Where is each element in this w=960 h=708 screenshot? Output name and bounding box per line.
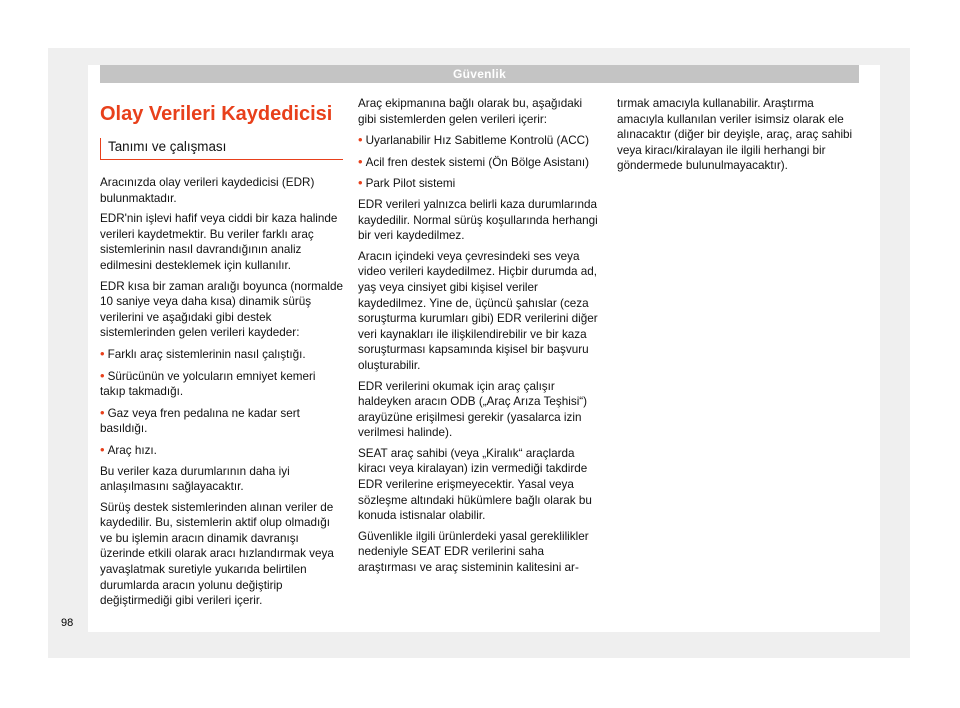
page-number: 98 xyxy=(61,617,74,629)
column-1 xyxy=(100,96,343,614)
paragraph: Aracınızda olay verileri kaydedicisi (EDR) bulunmaktadır. xyxy=(100,176,315,205)
paragraph: Aracın içindeki veya çevresindeki ses veya video verileri kaydedilmez. Hiçbir durumda ad, yaş veya cinsiyet gibi kişisel veriler kaydedilmez. Yine de, üçüncü şahıslar (ceza soruşturma kurumları gibi) EDR verilerini diğer veri kaynakları ile ilişkilendirebilir ve bir kaza soruşturması kapsamında kişisel bir başvuru oluşturabilir. xyxy=(358,249,598,372)
paragraph: tırmak amacıyla kullanabilir. Araştırma amacıyla kullanılan veriler isimsiz olarak ele alınacaktır (diğer bir deyişle, araç, araç sahibi veya kiracı/kiralayan ile ilgili herhangi bir göndermede bulunulmayacaktır). xyxy=(617,97,853,173)
list-item: • Gaz veya fren pedalına ne kadar sert basıldığı. xyxy=(100,404,300,436)
section-header: Güvenlik xyxy=(100,65,859,83)
column-2 xyxy=(358,96,601,581)
bullet-icon: • xyxy=(100,441,105,457)
paragraph: Araç ekipmanına bağlı olarak bu, aşağıdaki gibi sistemlerden gelen verileri içerir: xyxy=(358,97,583,126)
bullet-icon: • xyxy=(358,153,363,169)
paragraph: Sürüş destek sistemlerinden alınan veriler de kaydedilir. Bu, sistemlerin aktif olup olmadığı ve bu işlemin aracın dinamik davranışı üzerinde etkili olarak aracı hızlandırmak veya yavaşlatmak suretiyle yukarıda belirtilen durumlarda aracın yolunu değiştirip değiştirmediği gibi verileri içerir. xyxy=(100,500,334,608)
bullet-icon: • xyxy=(358,175,363,191)
list-item: • Acil fren destek sistemi (Ön Bölge Asistanı) xyxy=(358,153,590,169)
bullet-icon: • xyxy=(100,404,105,420)
bullet-icon: • xyxy=(358,132,363,148)
bullet-icon: • xyxy=(100,345,105,361)
column-3 xyxy=(617,96,860,179)
list-item: • Park Pilot sistemi xyxy=(358,175,456,191)
bullet-icon: • xyxy=(100,367,105,383)
paragraph: Bu veriler kaza durumlarının daha iyi anlaşılmasını sağlayacaktır. xyxy=(100,464,290,494)
section-subtitle: Tanımı ve çalışması xyxy=(100,138,343,160)
list-item: • Farklı araç sistemlerinin nasıl çalıştığı. xyxy=(100,345,306,361)
paragraph: EDR verileri yalnızca belirli kaza durumlarında kaydedilir. Normal sürüş koşullarında herhangi bir veri kaydedilmez. xyxy=(358,197,598,243)
paragraph: EDR verilerini okumak için araç çalışır haldeyken aracın ODB („Araç Arıza Teşhisi“) arayüzüne erişilmesi gerekir (yasalarca izin verilmesi halinde). xyxy=(358,379,588,440)
list-item: • Araç hızı. xyxy=(100,441,157,457)
paragraph: EDR'nin işlevi hafif veya ciddi bir kaza halinde verileri kaydetmektir. Bu veriler farklı araç sistemlerinin nasıl davrandığının analiz edilmesini desteklemek için kullanılır. xyxy=(100,212,338,272)
paragraph: Güvenlikle ilgili ürünlerdeki yasal gereklilikler nedeniyle SEAT EDR verilerini saha araştırması ve araç sisteminin kalitesini ar- xyxy=(358,529,589,575)
list-item: • Uyarlanabilir Hız Sabitleme Kontrolü (ACC) xyxy=(358,132,590,148)
paragraph: SEAT araç sahibi (veya „Kiralık“ araçlarda kiracı veya kiralayan) izin vermediği takdirde EDR verilerine erişmeyecektir. Yasal veya sözleşme altındaki hükümlere bağlı olarak bu konuda istisnalar olabilir. xyxy=(358,446,592,523)
list-item: • Sürücünün ve yolcuların emniyet kemeri takıp takmadığı. xyxy=(100,367,316,399)
page-title: Olay Verileri Kaydedicisi xyxy=(100,103,333,125)
paragraph: EDR kısa bir zaman aralığı boyunca (normalde 10 saniye veya daha kısa) dinamik sürüş verilerini ve aşağıdaki gibi destek sistemlerinden gelen verileri kaydeder: xyxy=(100,279,343,340)
